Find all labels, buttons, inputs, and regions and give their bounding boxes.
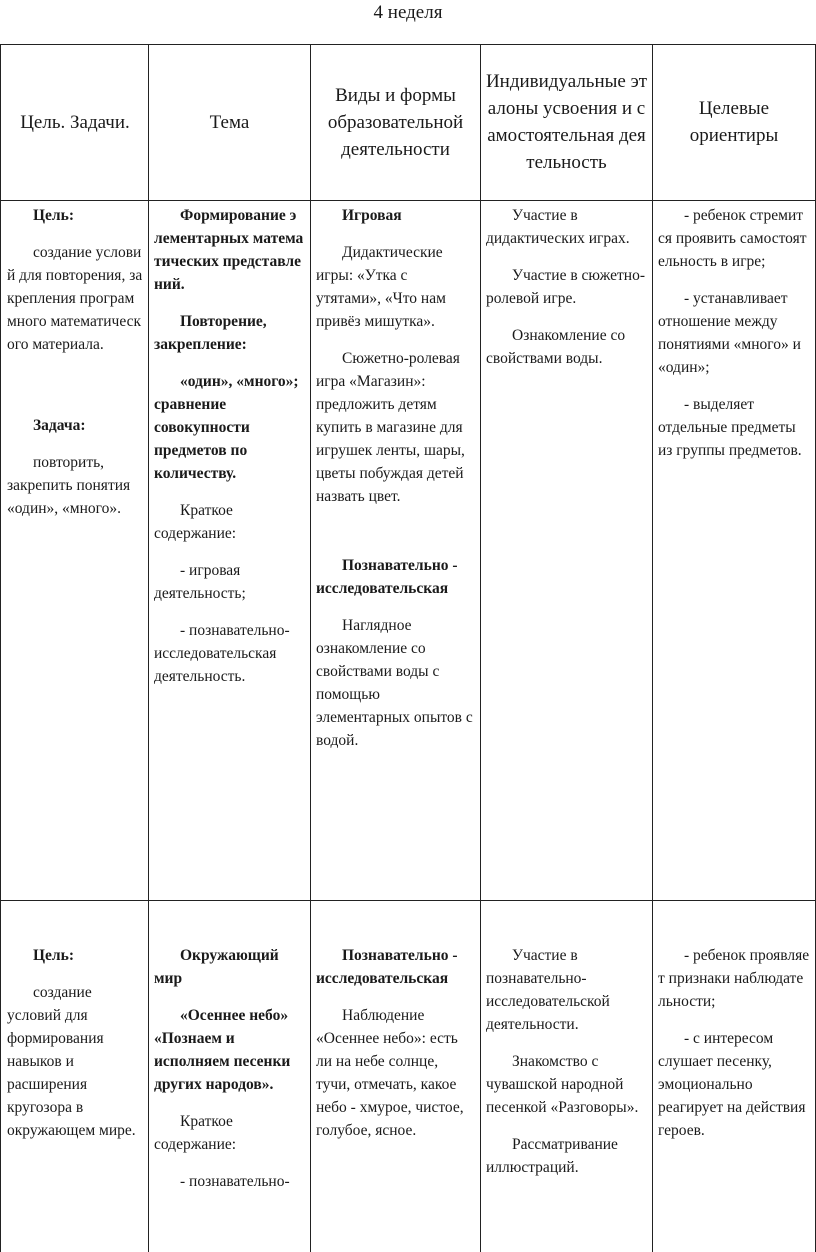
row2-theme-cell [154,944,304,1193]
individual-item: Участие в дидактических играх. [486,207,630,247]
activity-text: Наблюдение «Осеннее небо»: есть ли на небе солнце, тучи, отмечать, какое небо - хмурое, чистое, голубое, ясное. [316,1007,464,1139]
activity-text: Сюжетно-ролевая игра «Магазин»: предложить детям купить в магазине для игрушек ленты, шары, цветы побуждая детей назвать цвет. [316,350,465,505]
summary-item: - познавательно- [180,1173,290,1190]
individual-item: Знакомство с чувашской народной песенкой «Разговоры». [486,1053,639,1116]
theme-topic: «Осеннее небо» «Познаем и исполняем песенки других народов». [154,1007,291,1093]
activity-title: Игровая [342,207,402,224]
activity-text: Дидактические игры: «Утка с утятами», «Что нам привёз мишутка». [316,244,446,330]
goal-text: создание условий для повторения, закрепления программного математического материала. [7,244,143,353]
target-item: - ребенок стремится проявить самостоятельность в игре; [658,207,807,270]
row1-activity-cell [316,204,474,752]
col-divider-4 [652,44,653,1252]
header-activity-types: Виды и формы образовательной деятельности [327,84,464,160]
target-item: - устанавливает отношение между понятиями «много» и «один»; [658,290,801,376]
row2-individual-cell [486,944,646,1179]
col-divider-1 [148,44,149,1252]
goal-label: Цель: [33,947,74,964]
task-text: повторить, закрепить понятия «один», «много». [7,454,131,517]
target-item: - выделяет отдельные предметы из группы предметов. [658,396,802,459]
header-row-divider [0,200,816,201]
row2-activity-cell [316,944,474,1142]
goal-label: Цель: [33,207,74,224]
header-individual-standards: Индивидуальные эталоны усвоения и самостоятельная деятельность [485,71,648,173]
theme-topic: «один», «много»; сравнение совокупности предметов по количеству. [154,373,299,482]
activity-text: Наглядное ознакомление со свойствами воды с помощью элементарных опытов с водой. [316,617,473,749]
header-goals-tasks: Цель. Задачи. [20,111,130,133]
target-item: - с интересом слушает песенку, эмоционально реагирует на действия героев. [658,1030,806,1139]
row1-individual-cell [486,204,646,370]
theme-title: Окружающий мир [154,947,279,987]
individual-item: Участие в познавательно-исследовательской деятельности. [486,947,610,1033]
row1-goals-cell [7,204,143,520]
col-divider-2 [310,44,311,1252]
summary-label: Краткое содержание: [154,502,237,542]
row-divider [0,900,816,901]
row1-targets-cell [658,204,810,462]
theme-subtitle: Повторение, закрепление: [154,313,267,353]
col-divider-left [0,44,1,1252]
individual-item: Ознакомление со свойствами воды. [486,327,626,367]
summary-item: - игровая деятельность; [154,562,246,602]
theme-title: Формирование элементарных математических представлений. [154,207,304,293]
row2-goals-cell [7,944,143,1142]
header-target-guidelines: Целевые ориентиры [689,98,779,146]
activity-title: Познавательно - исследовательская [316,947,458,987]
goal-text: создание условий для формирования навыков и расширения кругозора в окружающем мире. [7,984,136,1139]
header-theme: Тема [209,111,250,133]
week-title: 4 неделя [373,2,443,23]
target-item: - ребенок проявляет признаки наблюдательности; [658,947,810,1010]
task-label: Задача: [33,417,86,434]
activity-title: Познавательно - исследовательская [316,557,458,597]
individual-item: Рассматривание иллюстраций. [486,1136,618,1176]
summary-label: Краткое содержание: [154,1113,237,1153]
individual-item: Участие в сюжетно-ролевой игре. [486,267,645,307]
col-divider-3 [480,44,481,1252]
summary-item: - познавательно-исследовательская деятельность. [154,622,290,685]
row1-theme-cell [154,204,304,688]
row2-targets-cell [658,944,810,1142]
